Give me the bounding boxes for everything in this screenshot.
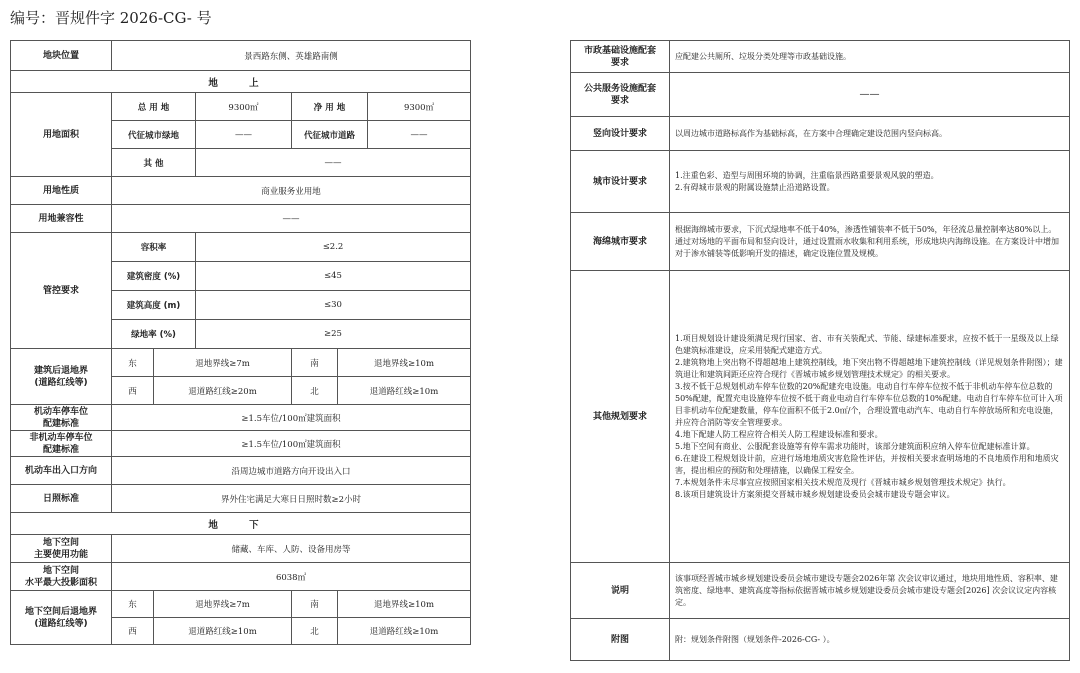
motor-parking-label (11, 405, 112, 431)
road-area-value: —— (368, 121, 471, 149)
row-sunlight (11, 485, 471, 513)
other-item: 5.地下空间有商业、公服配套设施等有停车需求功能时，该部分建筑面积应纳入停车位配建标准计算。 (675, 441, 1035, 451)
note-label: 说明 (571, 563, 670, 619)
setback-label-line2: (道路红线等) (34, 377, 88, 388)
underground-use-label (11, 535, 112, 563)
green-area-label: 代征城市绿地 (112, 121, 196, 149)
total-area-label: 总 用 地 (112, 93, 196, 121)
setback-label (11, 349, 112, 405)
infrastructure-label-line2: 要求 (610, 57, 629, 68)
underground-use-label-line1: 地下空间 (42, 537, 79, 548)
ug-setback-north-value: 退道路红线≥10m (338, 618, 471, 645)
row-setback-1 (11, 349, 471, 377)
entrance-label: 机动车出入口方向 (11, 457, 112, 485)
row-above-ground (11, 71, 471, 93)
ug-setback-west-dir: 西 (112, 618, 154, 645)
other-item: 6.在建设工程规划设计前，应进行场地地质灾害危险性评估，并按相关要求查明场地的不良地质作用和地质灾害，提出相应的预防和处理措施，以确保工程安全。 (675, 453, 1059, 475)
green-area-value: —— (196, 121, 292, 149)
row-control-far (11, 233, 471, 262)
setback-north-dir: 北 (292, 377, 338, 405)
sunlight-label: 日照标准 (11, 485, 112, 513)
row-underground-area (11, 563, 471, 591)
underground-use-value: 储藏、车库、人防、设备用房等 (112, 535, 471, 563)
far-value: ≤2.2 (196, 233, 471, 262)
ug-setback-south-value: 退地界线≥10m (338, 591, 471, 618)
attachment-value: 附：规划条件附图（规划条件-2026-CG- ）。 (670, 619, 1070, 661)
row-entrance (11, 457, 471, 485)
row-other (571, 271, 1070, 563)
infrastructure-label-line1: 市政基础设施配套 (583, 45, 656, 56)
setback-north-value: 退道路红线≥10m (338, 377, 471, 405)
plot-location-value: 景西路东侧、英雄路南侧 (112, 41, 471, 71)
left-conditions-table (10, 40, 471, 645)
setback-south-dir: 南 (292, 349, 338, 377)
net-area-value: 9300㎡ (368, 93, 471, 121)
row-land-use (11, 177, 471, 205)
sponge-city-label: 海绵城市要求 (571, 213, 670, 271)
underground-area-value: 6038㎡ (112, 563, 471, 591)
setback-west-dir: 西 (112, 377, 154, 405)
far-label: 容积率 (112, 233, 196, 262)
other-item: 4.地下配建人防工程应符合相关人防工程建设标准和要求。 (675, 429, 883, 439)
underground-use-label-line2: 主要使用功能 (33, 549, 88, 560)
control-label: 管控要求 (11, 233, 112, 349)
public-service-label (571, 73, 670, 117)
row-urban-design (571, 151, 1070, 213)
ug-setback-north-dir: 北 (292, 618, 338, 645)
right-conditions-table (570, 40, 1070, 661)
ug-setback-east-value: 退地界线≥7m (154, 591, 292, 618)
attachment-label: 附图 (571, 619, 670, 661)
vertical-value: 以周边城市道路标高作为基础标高，在方案中合理确定建设范围内竖向标高。 (670, 117, 1070, 151)
height-label: 建筑高度 (m) (112, 291, 196, 320)
vertical-label: 竖向设计要求 (571, 117, 670, 151)
land-use-label: 用地性质 (11, 177, 112, 205)
row-land-area-1 (11, 93, 471, 121)
other-item: 7.本规划条件未尽事宜应按照国家相关技术规范及现行《晋城市城乡规划管理技术规定》执行。 (675, 477, 1011, 487)
row-compatibility (11, 205, 471, 233)
total-area-value: 9300㎡ (196, 93, 292, 121)
underground-setback-label-line1: 地下空间后退地界 (24, 606, 97, 617)
nonmotor-parking-value: ≥1.5车位/100㎡建筑面积 (112, 431, 471, 457)
height-value: ≤30 (196, 291, 471, 320)
public-service-value: —— (670, 73, 1070, 117)
other-area-value: —— (196, 149, 471, 177)
underground-setback-label (11, 591, 112, 645)
motor-parking-value: ≥1.5车位/100㎡建筑面积 (112, 405, 471, 431)
other-item: 2.建筑物地上突出物不得超越地上建筑控制线，地下突出物不得超越地下建筑控制线（详见规划条件附图）；建筑退让和建筑间距还应符合现行《晋城市城乡规划管理技术规定》的相关要求。 (675, 357, 1063, 379)
green-ratio-label: 绿地率 (%) (112, 320, 196, 349)
infrastructure-label (571, 41, 670, 73)
row-vertical (571, 117, 1070, 151)
row-plot-location (11, 41, 471, 71)
entrance-value: 沿周边城市道路方向开设出入口 (112, 457, 471, 485)
section-above-ground: 地 上 (11, 71, 471, 93)
setback-south-value: 退地界线≥10m (338, 349, 471, 377)
other-item: 8.该项目建筑设计方案须提交晋城市城乡规划建设委员会城市建设专题会审议。 (675, 489, 955, 499)
density-value: ≤45 (196, 262, 471, 291)
sponge-city-value: 根据海绵城市要求，下沉式绿地率不低于40%，渗透性铺装率不低于50%，年径流总量控制率达80%以上。通过对场地的平面布局和竖向设计，通过设置雨水收集和利用系统，形成地块内海绵设施。在方案设计中增加对于渗水铺装等低影响开发的描述，确定设施位置及规模。 (670, 213, 1070, 271)
underground-area-label-line2: 水平最大投影面积 (24, 577, 97, 588)
nonmotor-parking-label-line2: 配建标准 (42, 444, 79, 455)
urban-design-item: 2.有碍城市景观的附属设施禁止沿道路设置。 (675, 182, 835, 192)
sunlight-value: 界外住宅满足大寒日日照时数≥2小时 (112, 485, 471, 513)
row-infrastructure (571, 41, 1070, 73)
section-below-ground: 地 下 (11, 513, 471, 535)
net-area-label: 净 用 地 (292, 93, 368, 121)
row-nonmotor-parking (11, 431, 471, 457)
ug-setback-east-dir: 东 (112, 591, 154, 618)
row-sponge-city (571, 213, 1070, 271)
row-note (571, 563, 1070, 619)
document-number: 编号：晋规件字 2026-CG- 号 (10, 9, 212, 27)
land-use-value: 商业服务业用地 (112, 177, 471, 205)
plot-location-label: 地块位置 (11, 41, 112, 71)
row-below-ground (11, 513, 471, 535)
other-requirements-value (670, 271, 1070, 563)
row-underground-use (11, 535, 471, 563)
motor-parking-label-line2: 配建标准 (42, 418, 79, 429)
road-area-label: 代征城市道路 (292, 121, 368, 149)
other-item: 3.按不低于总规划机动车停车位数的20%配建充电设施。电动自行车停车位按不低于非机动车停车位总数的50%配建，配置充电设施停车位按不低于商业电动自行车停车位总数的10%配建。电动自行车停车位可计入项目非机动车位配建数量，停车位面积不低于2.0㎡/个，合理设置电动汽车、电动自行车停放场所和充电设施，并应符合消防等安全管理要求。 (675, 381, 1063, 427)
setback-label-line1: 建筑后退地界 (33, 365, 88, 376)
underground-setback-label-line2: (道路红线等) (34, 618, 88, 629)
ug-setback-south-dir: 南 (292, 591, 338, 618)
motor-parking-label-line1: 机动车停车位 (33, 406, 88, 417)
setback-east-value: 退地界线≥7m (154, 349, 292, 377)
note-value: 该事项经晋城市城乡规划建设委员会城市建设专题会2026年第 次会议审议通过，地块用地性质、容积率、建筑密度、绿地率、建筑高度等指标依据晋城市城乡规划建设委员会城市建设专题会[2026] 次会议议定内容核定。 (670, 563, 1070, 619)
urban-design-value (670, 151, 1070, 213)
row-public-service (571, 73, 1070, 117)
public-service-label-line1: 公共服务设施配套 (583, 83, 656, 94)
infrastructure-value: 应配建公共厕所、垃圾分类处理等市政基础设施。 (670, 41, 1070, 73)
public-service-label-line2: 要求 (610, 95, 629, 106)
setback-east-dir: 东 (112, 349, 154, 377)
other-item: 1.项目规划设计建设须满足现行国家、省、市有关装配式、节能、绿建标准要求，应按不低于一星级及以上绿色建筑标准建设，应采用装配式建造方式。 (675, 333, 1059, 355)
compatibility-value: —— (112, 205, 471, 233)
setback-west-value: 退道路红线≥20m (154, 377, 292, 405)
row-underground-setback-1 (11, 591, 471, 618)
urban-design-item: 1.注重色彩、造型与周围环境的协调，注重临景西路重要景观风貌的塑造。 (675, 170, 939, 180)
row-motor-parking (11, 405, 471, 431)
row-attachment (571, 619, 1070, 661)
nonmotor-parking-label (11, 431, 112, 457)
land-area-label: 用地面积 (11, 93, 112, 177)
ug-setback-west-value: 退道路红线≥10m (154, 618, 292, 645)
underground-area-label (11, 563, 112, 591)
density-label: 建筑密度 (%) (112, 262, 196, 291)
underground-area-label-line1: 地下空间 (42, 565, 79, 576)
urban-design-label: 城市设计要求 (571, 151, 670, 213)
green-ratio-value: ≥25 (196, 320, 471, 349)
other-area-label: 其 他 (112, 149, 196, 177)
nonmotor-parking-label-line1: 非机动车停车位 (29, 432, 93, 443)
compatibility-label: 用地兼容性 (11, 205, 112, 233)
other-requirements-label: 其他规划要求 (571, 271, 670, 563)
